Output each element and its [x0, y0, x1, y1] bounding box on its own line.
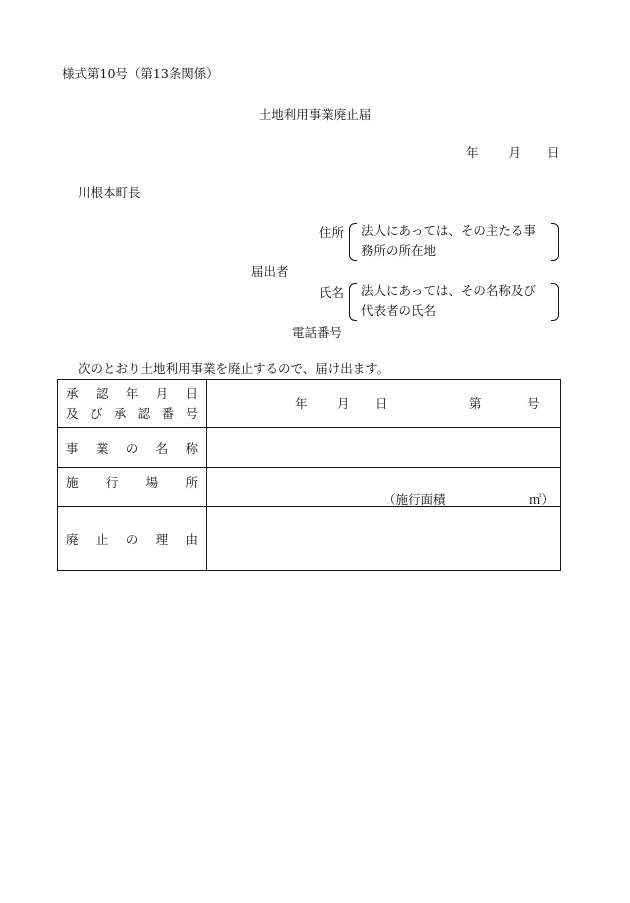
approval-label	[58, 380, 207, 428]
address-note-line2: 務所の所在地	[361, 243, 437, 258]
business-name-label: 事 業 の 名 称	[58, 428, 207, 468]
location-field[interactable]	[207, 468, 561, 507]
approval-month-label: 月	[337, 395, 350, 411]
address-note	[361, 221, 536, 261]
approval-year-label: 年	[295, 395, 308, 411]
area-label: （施行面積	[383, 492, 446, 507]
approval-label-line2: 及 び 承 認 番 号	[66, 405, 198, 421]
approval-go-label: 号	[527, 395, 540, 411]
name-bracket-right	[551, 283, 559, 321]
form-number: 様式第10号（第13条関係）	[62, 66, 219, 81]
document-title: 土地利用事業廃止届	[258, 107, 372, 122]
phone-label: 電話番号	[292, 325, 343, 340]
approval-day-label: 日	[375, 395, 388, 411]
date-month-label: 月	[508, 145, 522, 160]
address-label: 住所	[319, 225, 345, 240]
name-label: 氏名	[319, 285, 345, 300]
applicant-label: 届出者	[251, 264, 289, 279]
submission-date	[466, 145, 560, 160]
name-note-line1: 法人にあっては、その名称及び	[361, 283, 536, 298]
approval-value-field[interactable]	[207, 380, 561, 428]
approval-dai-label: 第	[469, 395, 482, 411]
name-note-line2: 代表者の氏名	[361, 303, 437, 318]
business-name-field[interactable]	[207, 428, 561, 468]
statement: 次のとおり土地利用事業を廃止するので、届け出ます。	[78, 361, 390, 376]
addressee: 川根本町長	[78, 185, 141, 200]
area-unit: ㎡）	[529, 492, 555, 507]
name-bracket-left	[349, 283, 357, 321]
reason-field[interactable]	[207, 507, 561, 571]
name-note	[361, 281, 536, 321]
table-row-reason	[58, 507, 561, 571]
table-row-approval	[58, 380, 561, 428]
date-day-label: 日	[547, 145, 560, 160]
date-year-label: 年	[466, 145, 479, 160]
form-table	[57, 379, 561, 571]
location-label: 施 行 場 所	[58, 468, 207, 507]
table-row-location	[58, 468, 561, 507]
address-bracket-right	[551, 223, 559, 261]
address-bracket-left	[349, 223, 357, 261]
reason-label: 廃 止 の 理 由	[58, 507, 207, 571]
address-note-line1: 法人にあっては、その主たる事	[361, 223, 536, 238]
approval-label-line1: 承 認 年 月 日	[66, 385, 198, 401]
table-row-business-name	[58, 428, 561, 468]
